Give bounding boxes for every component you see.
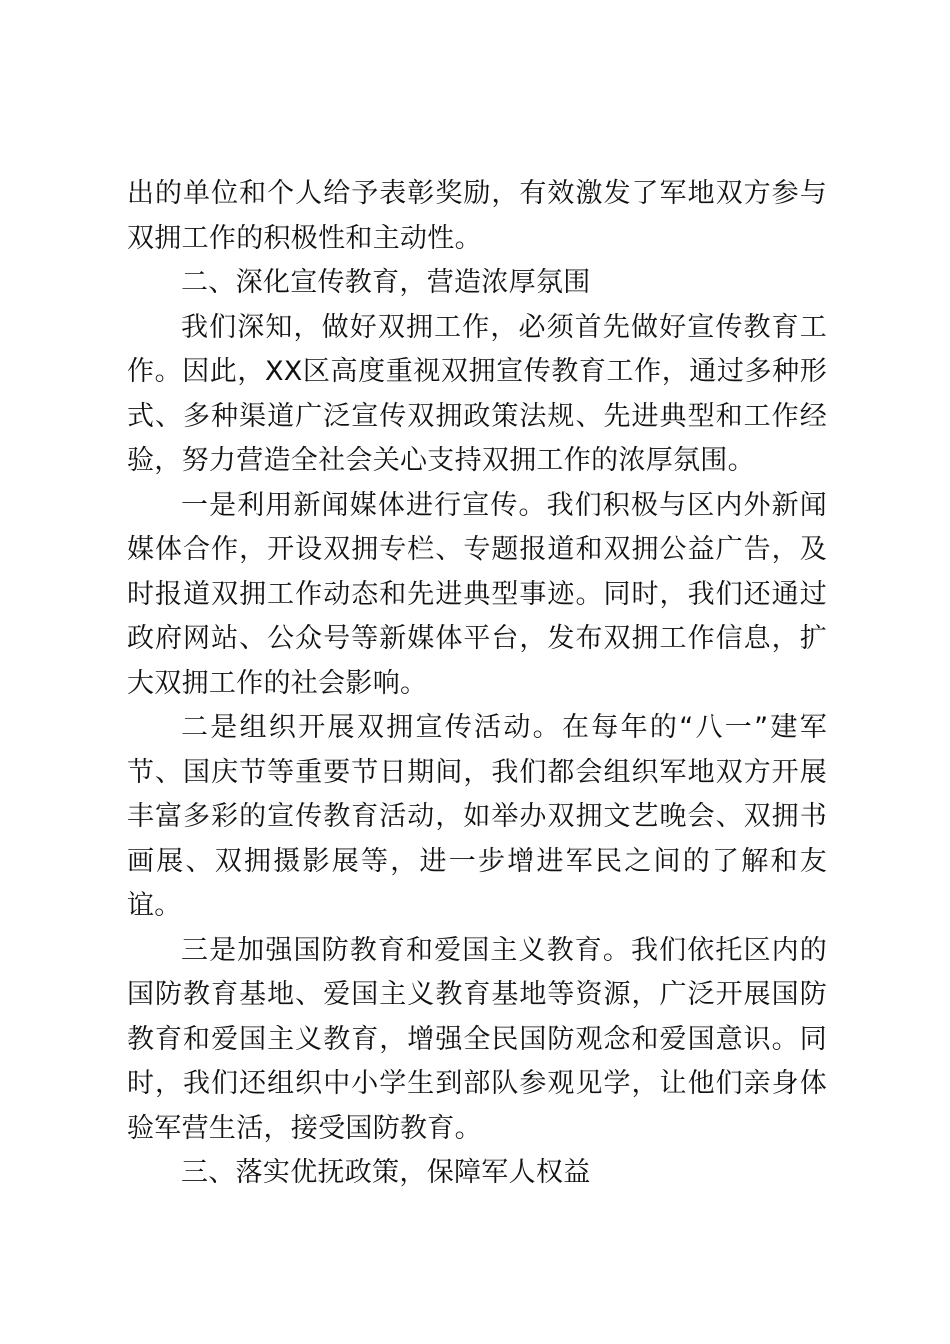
paragraph-continuation: 出的单位和个人给予表彰奖励，有效激发了军地双方参与双拥工作的积极性和主动性。 — [127, 178, 827, 254]
section-heading-2: 二、深化宣传教育，营造浓厚氛围 — [181, 267, 591, 298]
document-body — [127, 172, 827, 1196]
paragraph-publicity-intro: 我们深知，做好双拥工作，必须首先做好宣传教育工作。因此，XX区高度重视双拥宣传教育工作，通过多种形式、多种渠道广泛宣传双拥政策法规、先进典型和工作经验，努力营造全社会关心支持双拥工作的浓厚氛围。 — [127, 311, 827, 476]
paragraph-media-publicity: 一是利用新闻媒体进行宣传。我们积极与区内外新闻媒体合作，开设双拥专栏、专题报道和双拥公益广告，及时报道双拥工作动态和先进典型事迹。同时，我们还通过政府网站、公众号等新媒体平台，发布双拥工作信息，扩大双拥工作的社会影响。 — [127, 489, 827, 699]
paragraph-defense-education: 三是加强国防教育和爱国主义教育。我们依托区内的国防教育基地、爱国主义教育基地等资源，广泛开展国防教育和爱国主义教育，增强全民国防观念和爱国意识。同时，我们还组织中小学生到部队参观见学，让他们亲身体验军营生活，接受国防教育。 — [127, 934, 827, 1144]
section-heading-3: 三、落实优抚政策，保障军人权益 — [181, 1157, 591, 1188]
paragraph-publicity-activities: 二是组织开展双拥宣传活动。在每年的“八一”建军节、国庆节等重要节日期间，我们都会组织军地双方开展丰富多彩的宣传教育活动，如举办双拥文艺晚会、双拥书画展、双拥摄影展等，进一步增进军民之间的了解和友谊。 — [127, 712, 827, 921]
